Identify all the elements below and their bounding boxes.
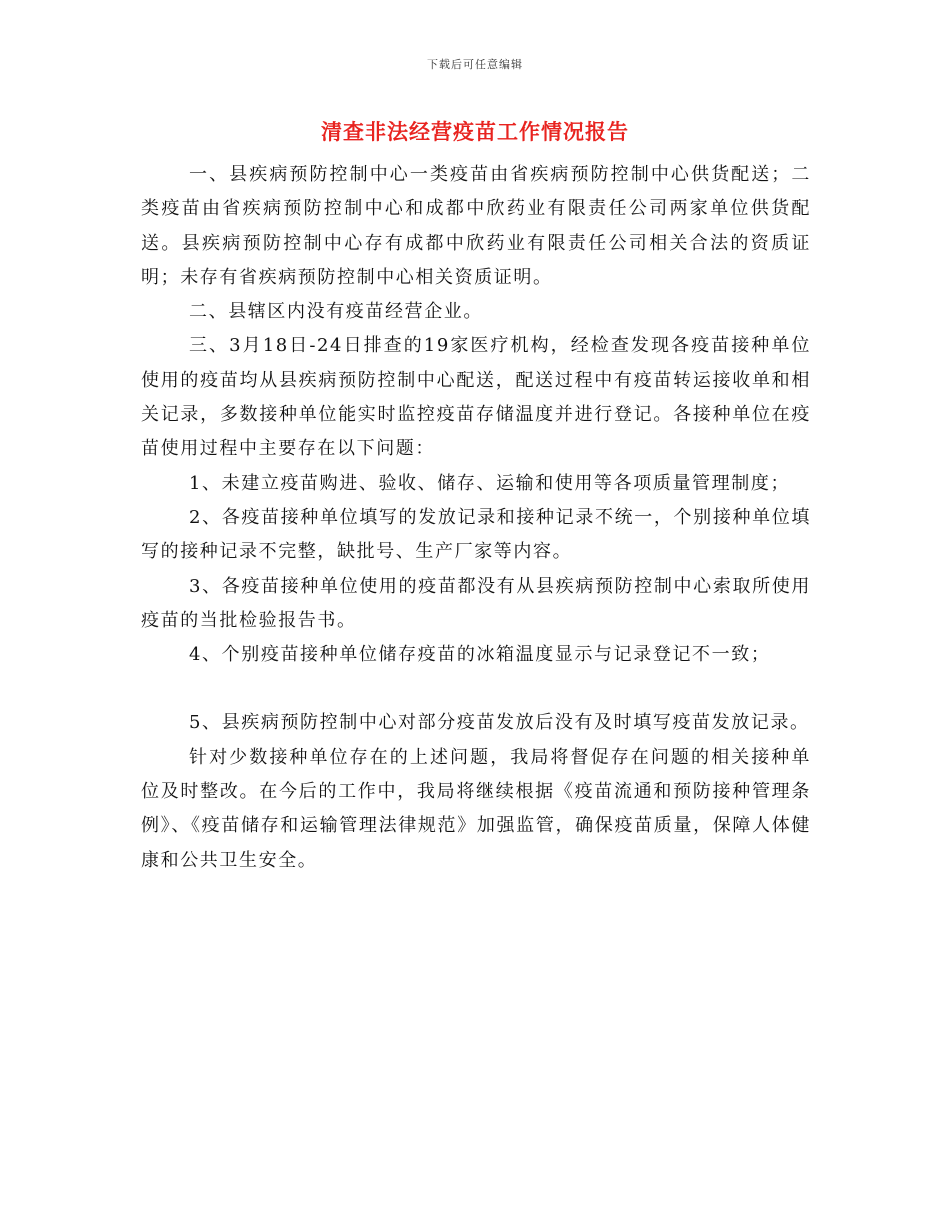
paragraph-3: 三、3月18日-24日排查的19家医疗机构，经检查发现各疫苗接种单位使用的疫苗均从县疾病预防控制中心配送，配送过程中有疫苗转运接收单和相关记录，多数接种单位能实时监控疫苗存储温度并进行登记。各接种单位在疫苗使用过程中主要存在以下问题：: [141, 335, 811, 460]
document-title: 清查非法经营疫苗工作情况报告: [321, 119, 629, 144]
paragraph-9: 针对少数接种单位存在的上述问题，我局将督促存在问题的相关接种单位及时整改。在今后的工作中，我局将继续根据《疫苗流通和预防接种管理条例》、《疫苗储存和运输管理法律规范》加强监管，确保疫苗质量，保障人体健康和公共卫生安全。: [141, 746, 811, 871]
header-note: 下载后可任意编辑: [427, 58, 523, 71]
paragraph-5: 2、各疫苗接种单位填写的发放记录和接种记录不统一，个别接种单位填写的接种记录不完整，缺批号、生产厂家等内容。: [141, 506, 811, 563]
paragraph-7: 4、个别疫苗接种单位储存疫苗的冰箱温度显示与记录登记不一致；: [189, 644, 771, 666]
paragraph-4: 1、未建立疫苗购进、验收、储存、运输和使用等各项质量管理制度；: [189, 472, 791, 494]
paragraph-6: 3、各疫苗接种单位使用的疫苗都没有从县疾病预防控制中心索取所使用疫苗的当批检验报告书。: [141, 575, 811, 631]
paragraph-1: 一、县疾病预防控制中心一类疫苗由省疾病预防控制中心供货配送；二类疫苗由省疾病预防控制中心和成都中欣药业有限责任公司两家单位供货配送。县疾病预防控制中心存有成都中欣药业有限责任公司相关合法的资质证明；未存有省疾病预防控制中心相关资质证明。: [141, 164, 811, 288]
paragraph-2: 二、县辖区内没有疫苗经营企业。: [189, 301, 483, 323]
document-body: [141, 158, 811, 878]
paragraph-8: 5、县疾病预防控制中心对部分疫苗发放后没有及时填写疫苗发放记录。: [189, 712, 810, 734]
